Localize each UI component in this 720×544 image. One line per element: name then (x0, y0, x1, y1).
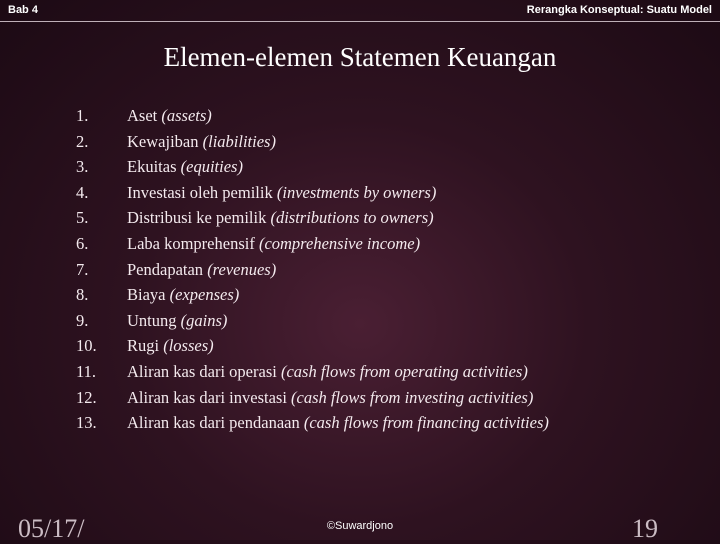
list-item-text (127, 234, 420, 254)
list-item-number: 11. (76, 362, 97, 381)
item-label: Biaya (127, 285, 166, 305)
list-item (0, 311, 720, 336)
list-item-text (127, 362, 528, 382)
list-item-number: 5. (76, 208, 89, 228)
slide-title: Elemen-elemen Statemen Keuangan (163, 42, 557, 72)
list-item-text (127, 208, 434, 228)
list-item-number: 2. (76, 131, 89, 151)
item-english-term: (cash flows from operating activities) (280, 362, 528, 381)
list-item-number: 7. (76, 259, 89, 279)
list-item (0, 260, 720, 285)
list-item-text (127, 311, 227, 331)
slide-header (0, 0, 720, 22)
item-label: Aliran kas dari pendanaan (127, 413, 300, 433)
list-item-text (127, 132, 276, 152)
list-item-text (127, 336, 214, 356)
list-item-text (127, 285, 239, 305)
item-english-term: (liabilities) (202, 131, 276, 151)
list-item-number: 8. (76, 285, 89, 305)
list-item (0, 208, 720, 233)
list-item (0, 183, 720, 208)
item-label: Pendapatan (127, 259, 204, 279)
list-item (0, 388, 720, 413)
item-label: Aliran kas dari investasi (127, 387, 287, 407)
item-label: Kewajiban (127, 131, 199, 151)
list-item-number: 3. (76, 157, 89, 177)
item-label: Aliran kas dari operasi (127, 362, 277, 381)
item-label: Aset (127, 106, 158, 125)
item-english-term: (cash flows from investing activities) (291, 387, 534, 407)
list-item-number: 13. (76, 413, 97, 433)
list-item-number: 6. (76, 234, 89, 253)
item-english-term: (investments by owners) (276, 182, 437, 202)
item-label: Distribusi ke pemilik (127, 208, 267, 228)
footer-date: 05/17/ (18, 514, 85, 543)
list-item-text (127, 157, 243, 177)
list-item-number: 12. (76, 387, 97, 407)
list-item-number: 9. (76, 310, 89, 330)
item-label: Untung (127, 310, 177, 330)
item-label: Ekuitas (127, 157, 177, 177)
list-item-text (127, 388, 533, 408)
item-english-term: (cash flows from financing activities) (303, 413, 549, 433)
header-title: Rerangka Konseptual: Suatu Model (526, 4, 712, 16)
list-item (0, 336, 720, 361)
page-number: 19 (632, 514, 658, 543)
item-english-term: (gains) (180, 310, 228, 330)
list-item-text (127, 260, 276, 280)
list-item (0, 132, 720, 157)
item-english-term: (comprehensive income) (258, 234, 421, 253)
list-item (0, 234, 720, 259)
item-english-term: (assets) (161, 106, 212, 125)
list-item-text (127, 413, 549, 433)
list-item-number: 1. (76, 106, 89, 125)
list-item-number: 10. (76, 336, 97, 356)
list-item (0, 285, 720, 310)
item-label: Laba komprehensif (127, 234, 255, 253)
list-item-number: 4. (76, 182, 89, 202)
chapter-label: Bab 4 (8, 4, 38, 16)
item-english-term: (equities) (180, 157, 243, 177)
item-english-term: (distributions to owners) (270, 208, 434, 228)
header-divider (0, 21, 720, 22)
author-credit: ©Suwardjono (326, 520, 394, 532)
item-english-term: (losses) (163, 336, 214, 356)
list-item (0, 413, 720, 438)
list-item (0, 362, 720, 387)
list-item (0, 106, 720, 131)
list-item-text (127, 183, 436, 203)
item-english-term: (expenses) (169, 285, 240, 305)
item-english-term: (revenues) (207, 259, 277, 279)
item-label: Investasi oleh pemilik (127, 182, 273, 202)
list-item (0, 157, 720, 182)
list-item-text (127, 106, 212, 126)
item-label: Rugi (127, 336, 160, 356)
